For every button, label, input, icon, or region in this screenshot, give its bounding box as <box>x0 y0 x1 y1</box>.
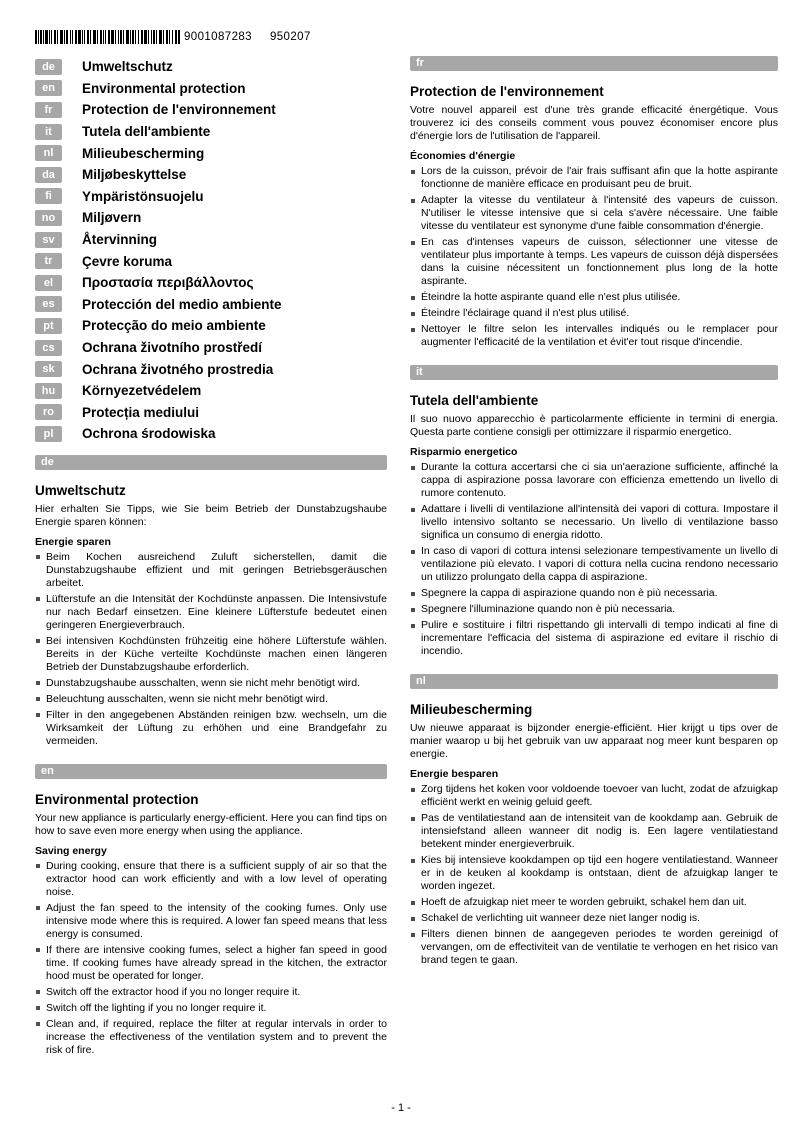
language-code-badge: da <box>35 167 62 183</box>
language-title: Ympäristönsuojelu <box>82 188 204 204</box>
bullet-item <box>410 928 778 967</box>
bullet-item <box>35 986 387 999</box>
language-row <box>35 207 387 229</box>
language-code-badge: nl <box>35 145 62 161</box>
section-intro: Hier erhalten Sie Tipps, wie Sie beim Betrieb der Dunstabzugshaube Energie sparen können: <box>35 502 387 528</box>
bullet-list <box>410 783 778 967</box>
language-title: Protection de l'environnement <box>82 102 276 118</box>
bullet-text: Durante la cottura accertarsi che ci sia un'aerazione sufficiente, affinché la cappa di aspirazione possa lavorare con efficienza emettendo un livello di rumore contenuto. <box>421 461 778 499</box>
manual-section <box>35 764 387 1057</box>
language-code-badge: no <box>35 210 62 226</box>
language-row <box>35 402 387 424</box>
bullet-text: Beleuchtung ausschalten, wenn sie nicht mehr benötigt wird. <box>46 692 328 705</box>
bullet-item <box>410 165 778 191</box>
manual-section <box>410 56 778 349</box>
bullet-square-icon <box>36 1022 40 1026</box>
barcode <box>35 30 180 44</box>
bullet-square-icon <box>411 170 415 174</box>
language-code-badge: en <box>35 80 62 96</box>
bullet-item <box>410 619 778 658</box>
bullet-text: Hoeft de afzuigkap niet meer te worden gebruikt, schakel hem dan uit. <box>421 896 747 908</box>
bullet-text: Nettoyer le filtre selon les intervalles indiqués ou le remplacer pour augmenter l'efficacité de la ventilation et évit'er tout risque d'incendie. <box>421 323 778 348</box>
bullet-square-icon <box>36 990 40 994</box>
bullet-text: Zorg tijdens het koken voor voldoende toevoer van lucht, zodat de afzuigkap efficiënt werkt en weinig geluid geeft. <box>421 783 778 808</box>
language-code-badge: de <box>35 59 62 75</box>
language-row <box>35 78 387 100</box>
language-code-badge: pt <box>35 318 62 334</box>
bullet-item <box>35 635 387 674</box>
bullet-text: En cas d'intenses vapeurs de cuisson, sélectionner une vitesse de ventilateur plus importante à temps. Les vapeurs de cuisson déjà dispersées dans la cuisine nécessitent un fonctionnement plus long de la hotte aspirante. <box>421 236 778 287</box>
bullet-item <box>35 902 387 941</box>
bullet-item <box>410 912 778 925</box>
language-title: Miljøvern <box>82 210 142 226</box>
section-subheading: Économies d'énergie <box>410 150 516 162</box>
language-title: Ochrana životního prostředí <box>82 340 263 356</box>
language-row <box>35 229 387 251</box>
bullet-square-icon <box>411 199 415 203</box>
language-code-badge: fi <box>35 188 62 204</box>
bullet-square-icon <box>411 933 415 937</box>
section-intro: Uw nieuwe apparaat is bijzonder energie-efficiënt. Hier krijgt u tips over de manier waarop u bij het gebruik van uw apparaat nog meer kunt besparen op energie. <box>410 722 778 760</box>
language-title: Környezetvédelem <box>82 383 202 399</box>
language-header-bar: de <box>35 455 387 470</box>
barcode-code: 950207 <box>269 31 311 43</box>
barcode-number: 9001087283 <box>184 31 252 43</box>
bullet-item <box>410 783 778 809</box>
bullet-square-icon <box>36 864 40 868</box>
language-row <box>35 250 387 272</box>
bullet-square-icon <box>411 917 415 921</box>
language-row <box>35 121 387 143</box>
language-title: Environmental protection <box>82 80 246 96</box>
section-intro: Votre nouvel appareil est d'une très grande efficacité énergétique. Vous trouverez ici des conseils comment vous pouvez économiser encore plus d'énergie lors de l'utilisation de l'appareil. <box>410 104 778 142</box>
language-title: Προστασία περιβάλλοντος <box>82 275 254 291</box>
language-row <box>35 56 387 78</box>
bullet-square-icon <box>411 296 415 300</box>
language-row <box>35 315 387 337</box>
bullet-item <box>410 194 778 233</box>
bullet-text: Switch off the lighting if you no longer require it. <box>46 1001 267 1014</box>
bullet-item <box>410 503 778 542</box>
language-header-bar: fr <box>410 56 778 71</box>
bullet-text: Pulire e sostituire i filtri rispettando gli intervalli di tempo indicati al fine di incrementare l'efficacia del sistema di aspirazione ed evitare il rischio di incendio. <box>421 619 778 657</box>
bullet-text: Kies bij intensieve kookdampen op tijd een hogere ventilatiestand. Wanneer er in de keuken al kookdamp is ontstaan, dient de afzuigkap langer te worden ingezet. <box>421 854 778 892</box>
language-row <box>35 294 387 316</box>
bullet-item <box>410 896 778 909</box>
left-column <box>35 56 387 1060</box>
bullet-text: In caso di vapori di cottura intensi selezionare tempestivamente un livello di ventilazione più elevato. I vapori di cottura nella cucina rendono necessario un utilizzo prolungato della cappa di aspirazione. <box>421 545 778 583</box>
bullet-item <box>410 307 778 320</box>
bullet-text: During cooking, ensure that there is a sufficient supply of air so that the extractor hood can work efficiently and with a low level of operating noise. <box>46 859 387 898</box>
bullet-list <box>35 860 387 1057</box>
bullet-item <box>410 461 778 500</box>
bullet-item <box>35 693 387 706</box>
language-code-badge: it <box>35 124 62 140</box>
bullet-text: Pas de ventilatiestand aan de intensiteit van de kookdamp aan. Gebruik de intensiefstand alleen wanneer dit nodig is. Een lagere ventilatiestand betekent minder energieverbruik. <box>421 812 778 850</box>
bullet-square-icon <box>411 859 415 863</box>
language-title: Ochrana životného prostredia <box>82 361 274 377</box>
language-code-badge: el <box>35 275 62 291</box>
bullet-item <box>35 1018 387 1057</box>
section-subheading: Energie sparen <box>35 535 111 548</box>
right-column <box>410 56 778 970</box>
right-sections <box>410 56 778 967</box>
language-title: Umweltschutz <box>82 59 173 75</box>
language-row <box>35 358 387 380</box>
bullet-item <box>35 944 387 983</box>
bullet-square-icon <box>411 328 415 332</box>
language-code-badge: ro <box>35 404 62 420</box>
language-row <box>35 272 387 294</box>
section-subheading: Risparmio energetico <box>410 446 518 458</box>
section-title: Protection de l'environnement <box>410 84 604 99</box>
bullet-text: Clean and, if required, replace the filter at regular intervals in order to increase the effectiveness of the ventilation system and to prevent the risk of fire. <box>46 1017 387 1056</box>
section-intro: Il suo nuovo apparecchio è particolarmente efficiente in termini di energia. Questa parte contiene consigli per ottimizzare il risparmio energetico. <box>410 413 778 438</box>
bullet-text: Schakel de verlichting uit wanneer deze niet langer nodig is. <box>421 912 701 924</box>
bullet-item <box>35 709 387 748</box>
section-subheading: Saving energy <box>35 844 107 857</box>
language-title: Milieubescherming <box>82 145 205 161</box>
bullet-square-icon <box>36 697 40 701</box>
language-code-badge: sv <box>35 232 62 248</box>
language-code-badge: tr <box>35 253 62 269</box>
bullet-item <box>35 551 387 590</box>
bullet-item <box>410 291 778 304</box>
bullet-list <box>410 461 778 658</box>
manual-section <box>35 455 387 748</box>
bullet-square-icon <box>411 466 415 470</box>
bullet-item <box>410 587 778 600</box>
bullet-square-icon <box>36 681 40 685</box>
language-code-badge: cs <box>35 340 62 356</box>
language-header-bar: nl <box>410 674 778 689</box>
language-row <box>35 186 387 208</box>
bullet-list <box>410 165 778 349</box>
bullet-item <box>410 854 778 893</box>
bullet-text: If there are intensive cooking fumes, select a higher fan speed in good time. If cooking fumes have already spread in the kitchen, the extractor hood must be operated for longer. <box>46 943 387 982</box>
language-index <box>35 56 387 445</box>
left-sections <box>35 455 387 1057</box>
bullet-item <box>410 603 778 616</box>
language-title: Protecția mediului <box>82 404 200 420</box>
bullet-square-icon <box>36 1006 40 1010</box>
language-code-badge: es <box>35 296 62 312</box>
language-row <box>35 99 387 121</box>
bullet-text: Dunstabzugshaube ausschalten, wenn sie nicht mehr benötigt wird. <box>46 676 361 689</box>
bullet-list <box>35 551 387 748</box>
bullet-square-icon <box>36 906 40 910</box>
bullet-item <box>35 860 387 899</box>
bullet-square-icon <box>411 241 415 245</box>
language-row <box>35 142 387 164</box>
language-row <box>35 380 387 402</box>
section-subheading: Energie besparen <box>410 768 499 780</box>
bullet-item <box>35 677 387 690</box>
bullet-square-icon <box>411 901 415 905</box>
barcode-row <box>35 30 311 44</box>
bullet-square-icon <box>36 597 40 601</box>
bullet-text: Spegnere la cappa di aspirazione quando non è più necessaria. <box>421 587 718 599</box>
bullet-item <box>410 236 778 288</box>
language-header-bar: it <box>410 365 778 380</box>
language-title: Återvinning <box>82 232 158 248</box>
bullet-text: Adapter la vitesse du ventilateur à l'intensité des vapeurs de cuisson. N'utiliser le vitesse intensive que si cela s'avère nécessaire. Une faible vitesse du ventilateur est synonyme d'une faible consommation d'énergie. <box>421 194 778 232</box>
language-title: Miljøbeskyttelse <box>82 167 187 183</box>
bullet-item <box>410 545 778 584</box>
bullet-square-icon <box>36 639 40 643</box>
bullet-square-icon <box>411 508 415 512</box>
language-code-badge: hu <box>35 383 62 399</box>
manual-section <box>410 365 778 658</box>
section-title: Tutela dell'ambiente <box>410 393 539 408</box>
bullet-text: Switch off the extractor hood if you no longer require it. <box>46 985 301 998</box>
bullet-square-icon <box>411 624 415 628</box>
bullet-text: Filters dienen binnen de aangegeven periodes te worden gereinigd of vervangen, om de effectiviteit van de ventilatie te verhogen en het risico van brand tegen te gaan. <box>421 928 778 966</box>
section-title: Environmental protection <box>35 791 199 807</box>
language-title: Protecção do meio ambiente <box>82 318 266 334</box>
bullet-text: Éteindre l'éclairage quand il n'est plus utilisé. <box>421 307 630 319</box>
section-intro: Your new appliance is particularly energy-efficient. Here you can find tips on how to save even more energy when using the appliance. <box>35 811 387 837</box>
bullet-text: Éteindre la hotte aspirante quand elle n'est plus utilisée. <box>421 291 681 303</box>
language-row <box>35 164 387 186</box>
bullet-text: Spegnere l'illuminazione quando non è più necessaria. <box>421 603 676 615</box>
section-title: Umweltschutz <box>35 482 126 498</box>
bullet-square-icon <box>36 948 40 952</box>
language-code-badge: sk <box>35 361 62 377</box>
bullet-square-icon <box>36 713 40 717</box>
language-title: Protección del medio ambiente <box>82 296 282 312</box>
bullet-square-icon <box>411 550 415 554</box>
bullet-square-icon <box>411 817 415 821</box>
language-title: Tutela dell'ambiente <box>82 124 211 140</box>
language-header-bar: en <box>35 764 387 779</box>
bullet-item <box>35 593 387 632</box>
bullet-square-icon <box>411 788 415 792</box>
language-code-badge: fr <box>35 102 62 118</box>
bullet-square-icon <box>411 608 415 612</box>
bullet-square-icon <box>411 312 415 316</box>
bullet-text: Lors de la cuisson, prévoir de l'air frais suffisant afin que la hotte aspirante fonctionne de manière efficace en produisant peu de bruit. <box>421 165 778 190</box>
bullet-item <box>410 323 778 349</box>
bullet-square-icon <box>36 555 40 559</box>
bullet-square-icon <box>411 592 415 596</box>
bullet-text: Filter in den angegebenen Abständen reinigen bzw. wechseln, um die Wirksamkeit der Lüftung zu erhöhen und eine Brandgefahr zu vermeiden. <box>46 708 387 747</box>
language-title: Çevre koruma <box>82 253 173 269</box>
language-row <box>35 423 387 445</box>
language-row <box>35 337 387 359</box>
language-code-badge: pl <box>35 426 62 442</box>
bullet-text: Adjust the fan speed to the intensity of the cooking fumes. Only use intensive mode where this is required. A lower fan speed means that less energy is consumed. <box>46 901 387 940</box>
bullet-text: Bei intensiven Kochdünsten frühzeitig eine höhere Lüfterstufe wählen. Bereits in der Küche verteilte Kochdünste machen einen längeren Betrieb der Dunstabzugshaube erforderlich. <box>46 634 387 673</box>
language-title: Ochrona środowiska <box>82 426 216 442</box>
page-number: - 1 - <box>391 1102 411 1114</box>
bullet-text: Beim Kochen ausreichend Zuluft sicherstellen, damit die Dunstabzugshaube effizient und mit geringen Betriebsgeräuschen arbeitet. <box>46 550 387 589</box>
bullet-text: Adattare i livelli di ventilazione all'intensità dei vapori di cottura. Impostare il livello intensivo soltanto se necessario. Un livello di ventilazione basso significa un consumo di energia ridotto. <box>421 503 778 541</box>
bullet-text: Lüfterstufe an die Intensität der Kochdünste anpassen. Die Intensivstufe nur nach Bedarf einsetzen. Eine kleinere Lüfterstufe bedeutet einen geringeren Energieverbrauch. <box>46 592 387 631</box>
bullet-item <box>410 812 778 851</box>
bullet-item <box>35 1002 387 1015</box>
section-title: Milieubescherming <box>410 702 533 717</box>
manual-section <box>410 674 778 967</box>
